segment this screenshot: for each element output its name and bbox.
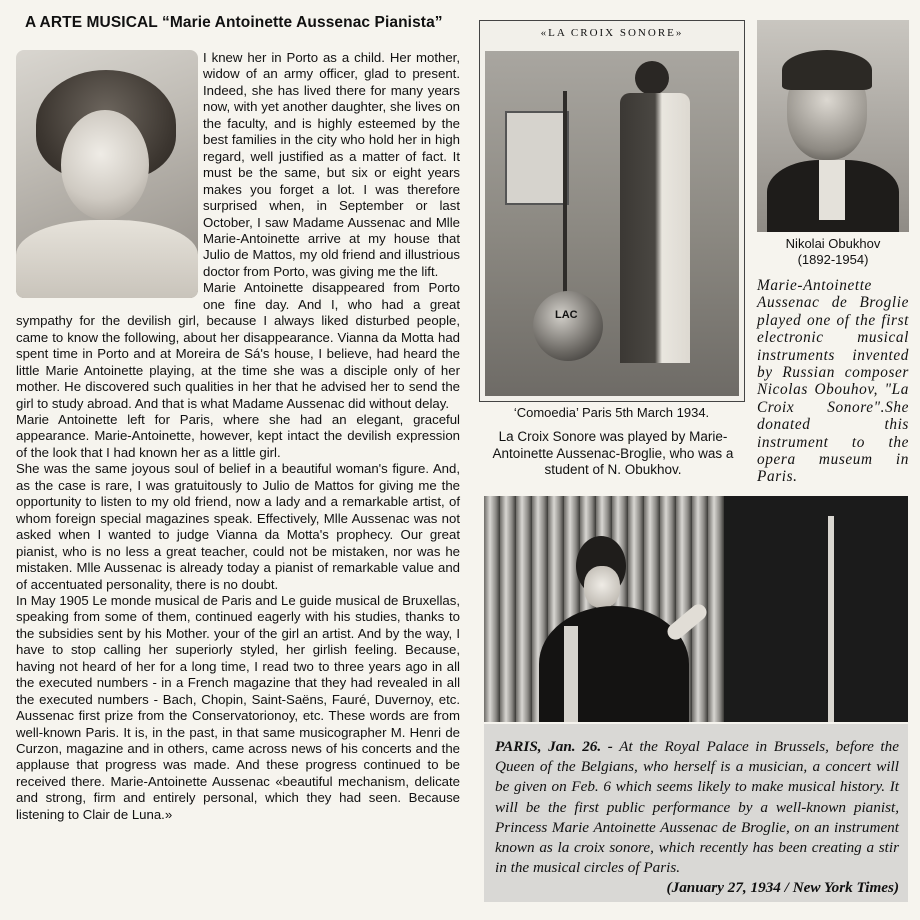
nyt-quote — [495, 737, 899, 899]
article-paragraph-3: Marie Antoinette left for Paris, where she had an elegant, graceful appearance. Marie-Antoinette, however, kept intact the devilish expression of the look that I had known her as a little girl. — [16, 411, 460, 460]
article-body — [16, 50, 460, 823]
portrait-photo — [16, 50, 198, 298]
comoedia-header: «LA CROIX SONORE» — [540, 27, 684, 39]
obukhov-name: Nikolai Obukhov — [785, 236, 881, 251]
comoedia-caption-date: ‘Comoedia’ Paris 5th March 1934. — [513, 405, 710, 420]
sphere-label: LAC — [555, 309, 578, 321]
page-title: A ARTE MUSICAL “Marie Antoinette Aussenac Pianista” — [25, 14, 443, 31]
comoedia-clipping — [479, 20, 745, 402]
nyt-source: (January 27, 1934 / New York Times) — [666, 879, 899, 897]
article-paragraph-2: Marie Antoinette disappeared from Porto one fine day. And I, who had a great sympathy for the devilish girl, because I always liked disturbed people, came to know the following, about her disappearance. Vianna da Motta had spent time in Porto and at Moreira de Sá's house, I believe, had heard the little Marie Antoinette playing, at the time she was a disciple only of her mother. He discovered such qualities in her that he advised her to send the girl to study abroad. And that is what Madame Aussenac did without delay. — [16, 280, 460, 411]
comoedia-caption-text: La Croix Sonore was played by Marie-Antoinette Aussenac-Broglie, who was a student of N. Obukhov. — [492, 429, 734, 477]
nyt-body: At the Royal Palace in Brussels, before the Queen of the Belgians, who herself is a musician, a concert will be given on Feb. 6 which seems likely to make musical history. It will be the first public performance by a well-known pianist, Princess Marie Antoinette Aussenac de Broglie, on an instrument known as la croix sonore, which recently has been creating a stir in the musical circles of Paris. — [495, 738, 899, 877]
obukhov-dates: (1892-1954) — [797, 252, 869, 267]
concert-photo — [484, 496, 908, 722]
article-paragraph-1: I knew her in Porto as a child. Her mother, widow of an army officer, glad to present. Indeed, she has lived there for many years now, with yet another daughter, she lives on the faculty, and is highly esteemed by the best families in the city who hold her in high regard, well justified as a matter of fact. It must be the same, but six or eight years makes you forget a lot. I was therefore surprised when, in September or last October, I saw Madame Aussenac and Mlle Marie-Antoinette arrive at my house that Julio de Mattos, my old friend and illustrious doctor from Porto, was giving me the lift. — [203, 50, 460, 279]
article-paragraph-5: In May 1905 Le monde musical de Paris and Le guide musical de Bruxellas, speaking from some of them, continued eagerly with his studies, thanks to the subsidies sent by his Mother. your of the girl an artist. And by the way, I have to stop calling her superiorly styled, her girlish feeling. Because, having not heard of her for a long time, I read two to three years ago in all the executed numbers - in a French magazine that they had revealed in all the executed numbers - Bach, Chopin, Saint-Saëns, Fauré, Duvernoy, etc. Aussenac first prize from the Conservatorionoy, etc. These words are from well-known Paris. It is, in the past, in that same musicographer M. Henri de Curzon, magazine and in others, came across news of his concerts and the applause that progress was made. And these progress continued to be received there. Marie-Antoinette Aussenac «beautiful mechanism, delicate and strong, firm and entirely personal, which they had seen. Because listening to Clair de Luna.» — [16, 592, 460, 822]
obukhov-photo — [757, 20, 909, 232]
comoedia-photo — [485, 51, 739, 396]
nyt-dateline: PARIS, Jan. 26. - — [495, 738, 613, 755]
croix-sonore-note: Marie-Antoinette Aussenac de Broglie played one of the first electronic musical instruments invented by Russian composer Nicolas Obouhov, "La Croix Sonore".She donated this instrument to the opera museum in Paris. — [757, 277, 909, 486]
article-paragraph-4: She was the same joyous soul of belief in a beautiful woman's figure. And, as the case is rare, I was gratuitously to Julio de Mattos for giving me the opportunity to listen to my old friend, now a lady and a remarkable artist, of whom foreign special magazines speak. Effectively, Mlle Aussenac was not asked when I wanted to judge Vianna da Motta's prophecy. Our great pianist, who is no less a great teacher, could not be mistaken, nor was he mistaken. Mlle Aussenac is already today a pianist of remarkable value and of accentuated personality, there is no doubt. — [16, 461, 460, 592]
